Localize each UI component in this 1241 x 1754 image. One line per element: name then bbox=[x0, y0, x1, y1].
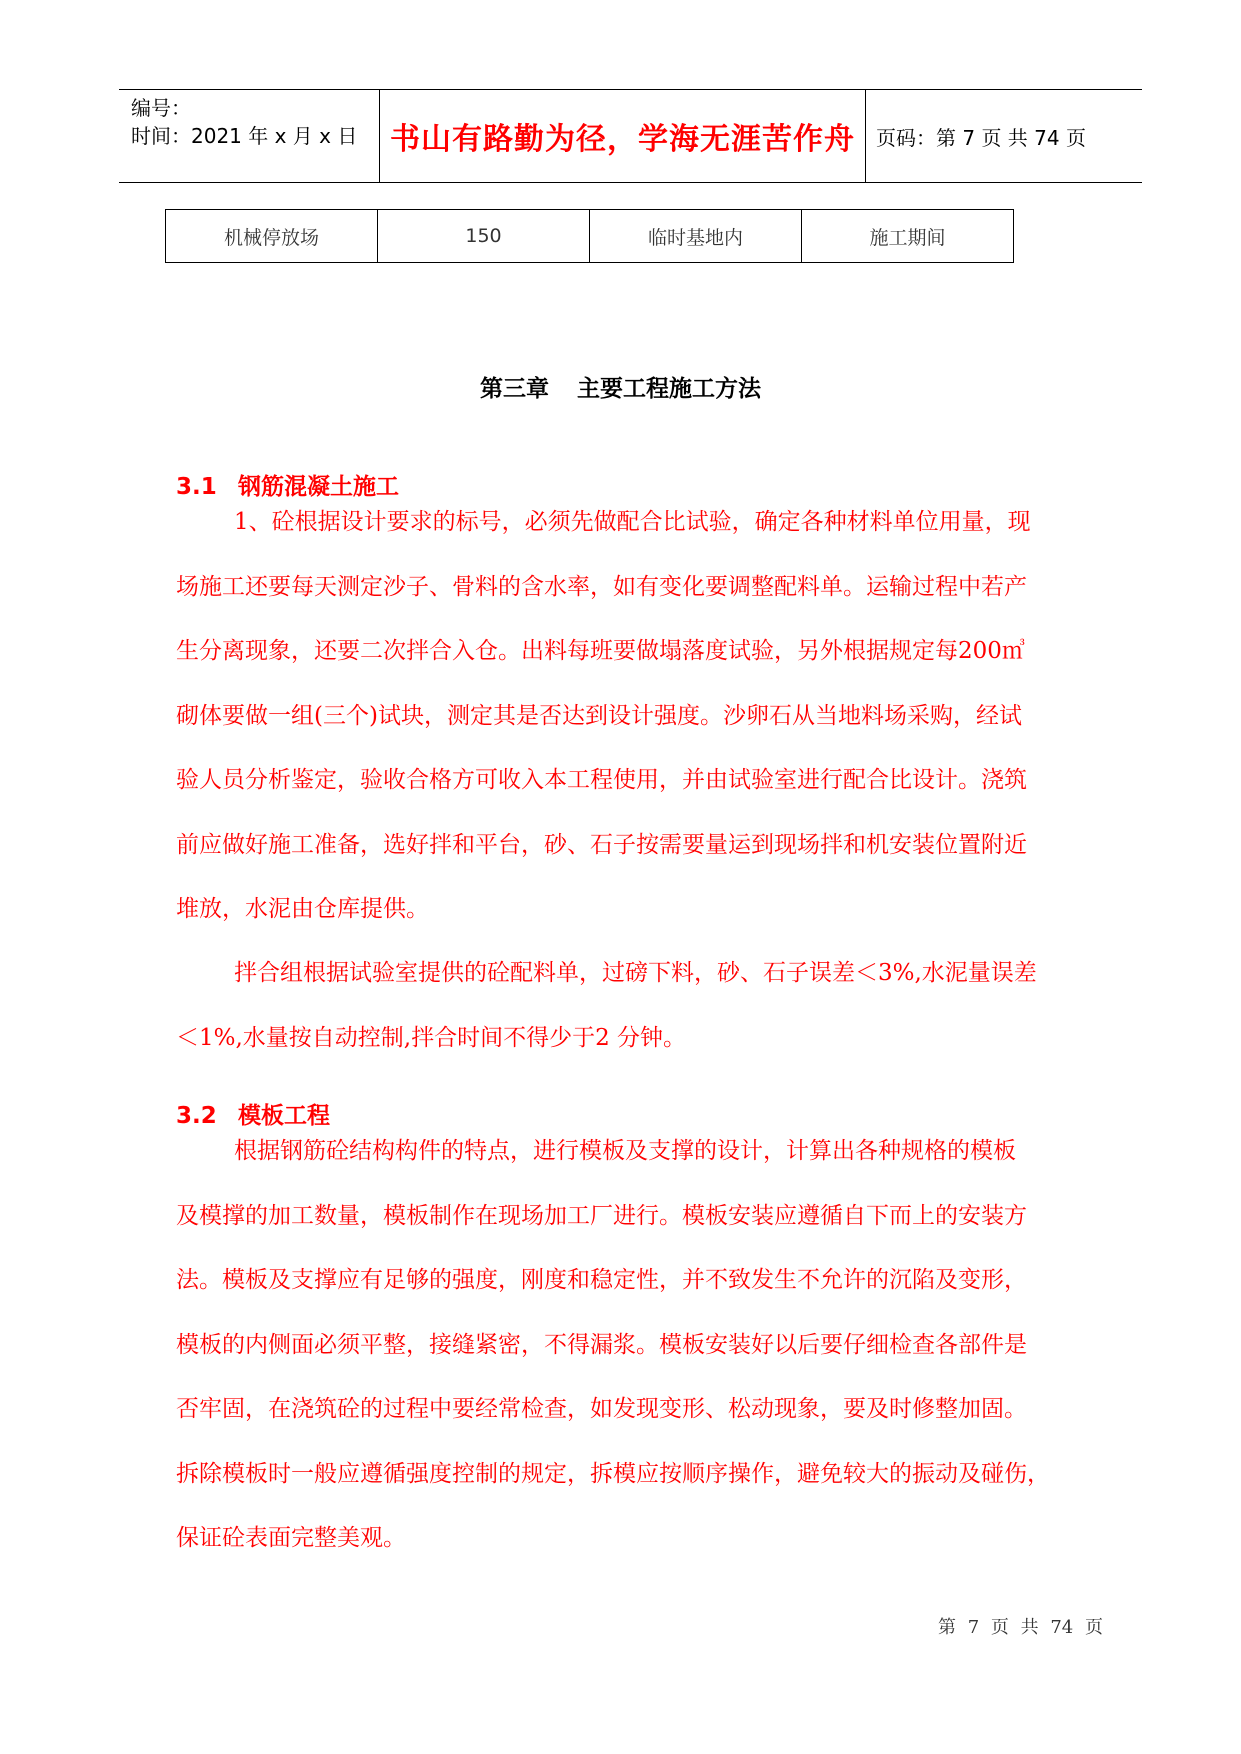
header-page-info bbox=[866, 90, 1142, 182]
text-line: 根据钢筋砼结构构件的特点，进行模板及支撑的设计，计算出各种规格的模板 bbox=[234, 1138, 1016, 1164]
text-line: 模板的内侧面必须平整，接缝紧密，不得漏浆。模板安装好以后要仔细检查各部件是 bbox=[176, 1331, 1027, 1358]
text-line: 验人员分析鉴定，验收合格方可收入本工程使用，并由试验室进行配合比设计。浇筑 bbox=[176, 767, 1027, 793]
section-number: 3.2 bbox=[176, 1103, 217, 1129]
chapter-title bbox=[0, 370, 1241, 403]
text-line: 拌合组根据试验室提供的砼配料单，过磅下料，砂、石子误差＜3%,水泥量误差 bbox=[234, 960, 1037, 986]
text-line: 及模撑的加工数量，模板制作在现场加工厂进行。模板安装应遵循自下而上的安装方 bbox=[176, 1202, 1027, 1229]
text-line: 前应做好施工准备，选好拌和平台，砂、石子按需要量运到现场拌和机安装位置附近 bbox=[176, 831, 1027, 858]
text-line: 场施工还要每天测定沙子、骨料的含水率，如有变化要调整配料单。运输过程中若产 bbox=[176, 573, 1027, 600]
text-line: 1、砼根据设计要求的标号，必须先做配合比试验，确定各种材料单位用量，现 bbox=[234, 509, 1031, 535]
chapter-name: 主要工程施工方法 bbox=[577, 376, 761, 402]
header-motto: 书山有路勤为径，学海无涯苦作舟 bbox=[390, 122, 855, 157]
chapter-number: 第三章 bbox=[480, 376, 549, 402]
paragraph bbox=[176, 941, 1091, 1070]
table-cell: 施工期间 bbox=[802, 210, 1014, 263]
text-line: 拆除模板时一般应遵循强度控制的规定，拆模应按顺序操作，避免较大的振动及碰伤， bbox=[176, 1460, 1050, 1487]
text-line: 堆放，水泥由仓库提供。 bbox=[176, 896, 429, 922]
text-line: 保证砼表面完整美观。 bbox=[176, 1525, 406, 1551]
header-meta bbox=[119, 90, 379, 182]
page-footer bbox=[938, 1613, 1103, 1639]
text-line: 否牢固，在浇筑砼的过程中要经常检查，如发现变形、松动现象，要及时修整加固。 bbox=[176, 1396, 1027, 1422]
text-line: 生分离现象，还要二次拌合入仓。出料每班要做塌落度试验，另外根据规定每200㎥ bbox=[176, 638, 1025, 664]
document-time: 时间：2021 年 x 月 x 日 bbox=[131, 124, 358, 148]
section-title: 模板工程 bbox=[238, 1103, 330, 1129]
text-line: ＜1%,水量按自动控制,拌合时间不得少于2 分钟。 bbox=[176, 1024, 687, 1051]
paragraph bbox=[176, 490, 1091, 942]
table-cell: 150 bbox=[378, 210, 590, 263]
page-header bbox=[119, 89, 1142, 183]
table-cell: 临时基地内 bbox=[590, 210, 802, 263]
page-info-text: 页码：第 7 页 共 74 页 bbox=[876, 125, 1086, 150]
text-line: 砌体要做一组(三个)试块，测定其是否达到设计强度。沙卵石从当地料场采购，经试 bbox=[176, 702, 1022, 729]
resource-table bbox=[165, 209, 1014, 263]
table-row bbox=[166, 210, 1014, 263]
header-motto-cell bbox=[379, 90, 866, 182]
paragraph bbox=[176, 1119, 1091, 1571]
text-line: 法。模板及支撑应有足够的强度，刚度和稳定性，并不致发生不允许的沉陷及变形， bbox=[176, 1267, 1027, 1293]
footer-page-number: 第 7 页 共 74 页 bbox=[938, 1617, 1103, 1638]
section-title: 钢筋混凝土施工 bbox=[238, 474, 399, 500]
table-cell: 机械停放场 bbox=[166, 210, 378, 263]
section-number: 3.1 bbox=[176, 474, 217, 500]
document-number-label: 编号： bbox=[131, 96, 191, 120]
